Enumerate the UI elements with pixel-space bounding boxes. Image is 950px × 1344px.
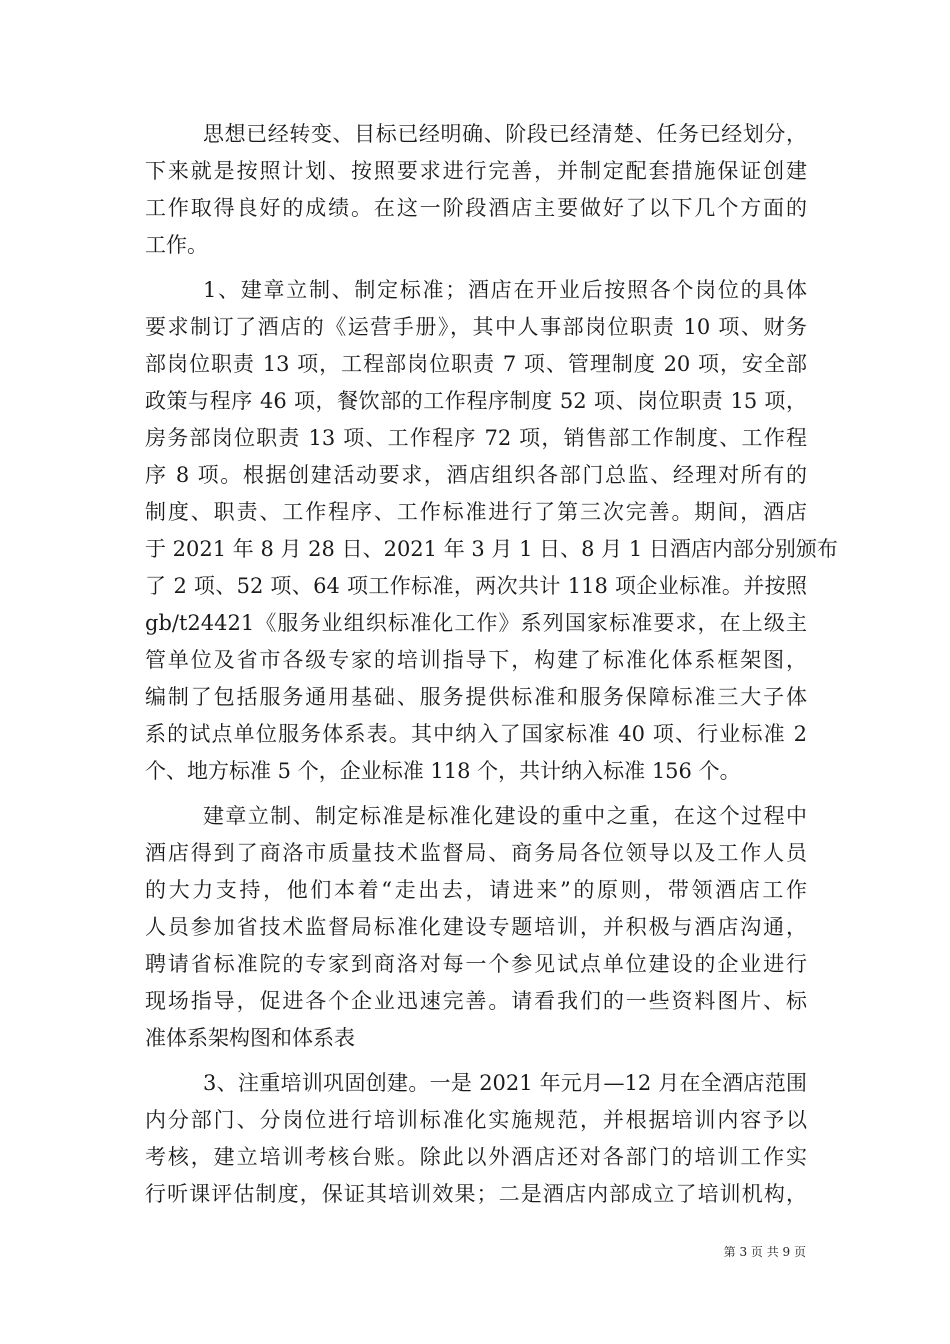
text-line: 要求制订了酒店的《运营手册》，其中人事部岗位职责 10 项、财务	[145, 315, 807, 339]
text-line: 的大力支持，他们本着“走出去，请进来”的原则，带领酒店工作	[145, 878, 807, 902]
text-line: 于 2021 年 8 月 28 日、2021 年 3 月 1 日、8 月 1 日酒店内部分别颁布	[145, 537, 838, 561]
text-line: 下来就是按照计划、按照要求进行完善，并制定配套措施保证创建	[145, 159, 807, 183]
paragraph-1	[145, 116, 807, 264]
text-line: 政策与程序 46 项，餐饮部的工作程序制度 52 项、岗位职责 15 项，	[145, 389, 807, 413]
text-line: 聘请省标准院的专家到商洛对每一个参见试点单位建设的企业进行	[145, 952, 807, 976]
text-line: 管单位及省市各级专家的培训指导下，构建了标准化体系框架图，	[145, 648, 807, 672]
text-line: 1、建章立制、制定标准；酒店在开业后按照各个岗位的具体	[203, 278, 807, 302]
text-line: 人员参加省技术监督局标准化建设专题培训，并积极与酒店沟通，	[145, 915, 807, 939]
text-line: 系的试点单位服务体系表。其中纳入了国家标准 40 项、行业标准 2	[145, 722, 807, 746]
text-line: 建章立制、制定标准是标准化建设的重中之重，在这个过程中	[203, 804, 807, 828]
document-body	[145, 116, 838, 1213]
text-line: 准体系架构图和体系表	[145, 1026, 355, 1050]
text-line: 个、地方标准 5 个，企业标准 118 个，共计纳入标准 156 个。	[145, 759, 741, 783]
text-line: 酒店得到了商洛市质量技术监督局、商务局各位领导以及工作人员	[145, 841, 807, 865]
page-number: 第 3 页 共 9 页	[723, 1245, 806, 1259]
text-line: 行听课评估制度，保证其培训效果；二是酒店内部成立了培训机构，	[145, 1182, 807, 1206]
paragraph-2	[145, 272, 838, 790]
text-line: 内分部门、分岗位进行培训标准化实施规范，并根据培训内容予以	[145, 1108, 807, 1132]
text-line: 编制了包括服务通用基础、服务提供标准和服务保障标准三大子体	[145, 685, 807, 709]
text-line: 房务部岗位职责 13 项、工作程序 72 项，销售部工作制度、工作程	[145, 426, 807, 450]
text-line: 了 2 项、52 项、64 项工作标准，两次共计 118 项企业标准。并按照	[145, 574, 807, 598]
text-line: gb/t24421《服务业组织标准化工作》系列国家标准要求，在上级主	[145, 611, 807, 635]
paragraph-4	[145, 1065, 807, 1213]
text-line: 工作。	[145, 233, 208, 257]
text-line: 工作取得良好的成绩。在这一阶段酒店主要做好了以下几个方面的	[145, 196, 807, 220]
paragraph-3	[145, 798, 807, 1057]
text-line: 制度、职责、工作程序、工作标准进行了第三次完善。期间，酒店	[145, 500, 807, 524]
text-line: 现场指导，促进各个企业迅速完善。请看我们的一些资料图片、标	[145, 989, 807, 1013]
text-line: 部岗位职责 13 项，工程部岗位职责 7 项、管理制度 20 项，安全部	[145, 352, 807, 376]
text-line: 序 8 项。根据创建活动要求，酒店组织各部门总监、经理对所有的	[145, 463, 807, 487]
text-line: 思想已经转变、目标已经明确、阶段已经清楚、任务已经划分，	[203, 122, 807, 146]
text-line: 考核，建立培训考核台账。除此以外酒店还对各部门的培训工作实	[145, 1145, 807, 1169]
text-line: 3、注重培训巩固创建。一是 2021 年元月—12 月在全酒店范围	[203, 1071, 807, 1095]
